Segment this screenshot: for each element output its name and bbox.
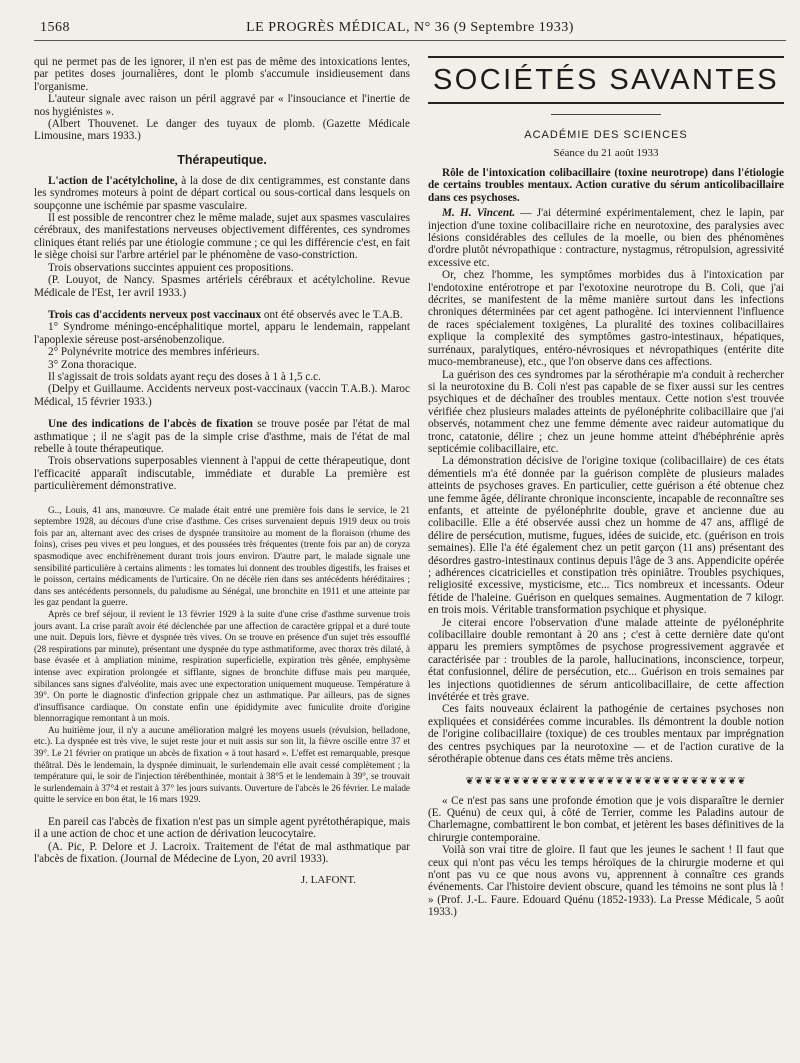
article-text: Trois observations superposables viennent à l'appui de cette thérapeutique, dont l'efficacité apparaît indiscutable, immédiate et durable La première est particulièrement démonstrative. (34, 455, 410, 493)
right-column (428, 56, 784, 919)
session-date: Séance du 21 août 1933 (553, 147, 659, 159)
article-text: Il s'agissait de trois soldats ayant reçu des doses à 1 à 1,5 c.c. (48, 370, 321, 383)
communication-title: Rôle de l'intoxication colibacillaire (toxine neurotrope) dans l'étiologie de certains troubles mentaux. Action curative du sérum anticolibacillaire dans ces psychoses. (428, 167, 784, 204)
case-report-text: Après ce bref séjour, il revient le 13 février 1929 à la suite d'une crise d'asthme survenue trois jours avant. La crise paraît avoir été déclenchée par une affection de caractère grippal et a duré toute une nuit. Depuis lors, fièvre et dyspnée très vives. On se trouve en présence d'un sujet très essoufflé (28 respirations par minute), présentant une dyspnée du type asthmatiforme, avec thorax très dilaté, à base évasée et à ampliation minime, respiration superficielle, expiration très gênée, emphysème intense avec expiration prolongée et sifflante, signes de bronchite diffuse mais peu marquée, sibilances sans signes d'alvéolite, mais avec une expectoration uniquement muqueuse. Température à 39°. On porte le diagnostic d'infection grippale chez un asthmatique. Par ailleurs, pas de signes d'insuffisance cardiaque. On constate enfin une épididymite avec funiculite droite d'origine blennorragique remontant à un mois. (34, 608, 410, 724)
section-title: Thérapeutique. (177, 152, 267, 167)
journal-title: LE PROGRÈS MÉDICAL, N° 36 (9 Septembre 1933) (246, 20, 574, 35)
paragraph-text: à la dose de dix centigrammes, est constante dans les syndromes moteurs à point de départ cortical ou sous-cortical dans lesquels on soupçonne une ischémie par spasme vasculaire. (34, 174, 410, 212)
paragraph-text: ont été observés avec le T.A.B. (263, 308, 403, 321)
article-paragraph (428, 207, 784, 269)
article-paragraph (34, 309, 410, 321)
article-text: Ces faits nouveaux éclairent la pathogénie de certaines psychoses non expliquées et considérées comme incurables. Ils démontrent la double notion de l'origine colibacillaire (toxique) de ces troubles mentaux par imprégnation des centres psychiques par la neurotoxine — et de l'action curative de la sérothérapie obtenue dans ces états même très anciens. (428, 703, 784, 766)
article-text: 3° Zona thoracique. (48, 358, 137, 371)
page-number: 1568 (40, 20, 70, 35)
article-text: 1° Syndrome méningo-encéphalitique mortel, apparu le lendemain, rappelant l'apoplexie séreuse post-arsénobenzolique. (34, 321, 410, 346)
reference: (P. Louyot, de Nancy. Spasmes artériels cérébraux et acétylcholine. Revue Médicale de l'Est, 1er avril 1933.) (34, 274, 410, 299)
case-report-text: Au huitième jour, il n'y a aucune amélioration malgré les moyens usuels (révulsion, belladone, etc.). La dyspnée est très vive, le sujet reste jour et nuit assis sur son lit, la fièvre oscille entre 37 et 39°. Le 21 février on pratique un abcès de fixation « à tout hasard ». L'effet est remarquable, presque théâtral. Dès le lendemain, la dyspnée diminuait, le surlendemain elle avait cessé complètement ; la température qui, le soir de l'injection térébenthinée, montait à 38°5 et le lendemain à 39°, se trouvait le surlendemain à 37°4 et restait à 37° les jours suivants. Ouverture de l'abcès le 26 février. Le malade quitte le service en bon état, le 16 mars 1929. (34, 724, 410, 805)
article-text: La guérison des ces syndromes par la sérothérapie m'a conduit à rechercher si la neurotoxine du B. Coli n'est pas capable de se fixer aussi sur les centres psychiques et de déchaîner des troubles mentaux. Cette notion s'est trouvée vérifiée chez plusieurs malades atteints de pyélonéphrite colibacillaire que j'ai observés, notamment chez une femme démente avec raideur automatique du tronc, catatonie, délire ; chez un jeune homme atteint d'hébéphrénie après septicémie colibacillaire, etc. (428, 368, 784, 455)
article-text: Trois observations succintes appuient ces propositions. (48, 261, 294, 274)
article-text: 2° Polynévrite motrice des membres inférieurs. (48, 346, 260, 359)
article-text: En pareil cas l'abcès de fixation n'est pas un simple agent pyrétothérapique, mais il a une action de choc et une action de dérivation leucocytaire. (34, 816, 410, 841)
quotation-text: « Ce n'est pas sans une profonde émotion que je vois disparaître le dernier (E. Quénu) de ceux qui, à côté de Terrier, comme les Paladins autour de Charlemagne, combattirent le bon combat, et jetèrent les bases définitives de la chirurgie contemporaine. (428, 794, 784, 844)
article-paragraph (34, 175, 410, 212)
article-text: La démonstration décisive de l'origine toxique (colibacillaire) de ces états démentiels m'a été donnée par la guérison complète de plusieurs malades atteints de psychoses graves. En particulier, cette guérison a été obtenue chez une femme âgée, délirante chronique inconsciente, incapable de reconnaître ses enfants, et atteinte de pyélonéphrite double, grave et ancienne due au colibacille. Elle a été observée aussi chez un homme de 47 ans, affligé de délire de persécution, mutisme, fugues, idées de suicide, etc. (guérison en trois semaines). Elle l'a été également chez un petit garçon (11 ans) présentant des désordres gastro-intestinaux continus depuis l'âge de 3 ans. Appendicite opérée ; adhérences cicatricielles et constipation très opiniâtre. Troubles psychiques, religiosité excessive, mysticisme, etc... Tics nombreux et incessants. Odeur fétide de l'haleine. Guérison en quelques semaines. Augmentation de 7 kilogr. en trois mois. Véritable transformation psychique et physique. (428, 455, 784, 617)
reference: (Delpy et Guillaume. Accidents nerveux post-vaccinaux (vaccin T.A.B.). Maroc Médical, 15 février 1933.) (34, 383, 410, 408)
lead-phrase: Une des indications de l'abcès de fixation (48, 418, 253, 431)
article-text: L'auteur signale avec raison un péril aggravé par « l'insouciance et l'inertie de nos hygiénistes ». (34, 93, 410, 118)
paragraph-text: — J'ai déterminé expérimentalement, chez le lapin, par injection d'une toxine colibacillaire riche en neurotoxine, des paralysies avec lésions considérables des cellules de la moelle, ou bien des phénomènes d'ordre plutôt névropathique : contracture, nystagmus, rétropulsion, agressivité excessive etc. (428, 207, 784, 269)
lead-phrase: L'action de l'acétylcholine, (48, 174, 178, 187)
page-header (34, 18, 786, 41)
article-text: qui ne permet pas de les ignorer, il n'en est pas de même des intoxications lentes, par petites doses journalières, dont le plomb s'accumule insidieusement dans l'organisme. (34, 56, 410, 93)
left-column (34, 56, 410, 886)
case-report-text: G.., Louis, 41 ans, manœuvre. Ce malade était entré une première fois dans le service, le 21 septembre 1928, au décours d'une crise d'asthme. Ces crises survenaient depuis 1919 deux ou trois fois par an, alternant avec des crises de dyspnée transitoire au moment de la floraison (rhume des foins), crises peu vives et peu longues, et des poussées très fréquentes (trente fois par an) de coryza spasmodique avec enchifrènement durant trois jours environ. D'autre part, le malade signale une sensibilité particulière à certains aliments : les tomates lui donnent des troubles digestifs, les fraises et le poisson, certains médicaments de l'urticaire. On ne décèle rien dans ses antécédents héréditaires ; dans ses antécédents personnels, du paludisme au Sénégal, une bronchite en 1911 et une atteinte par les gaz pendant la guerre. (34, 504, 410, 608)
reference: (Albert Thouvenet. Le danger des tuyaux de plomb. (Gazette Médicale Limousine, mars 1933.) (34, 118, 410, 143)
academy-heading: ACADÉMIE DES SCIENCES (524, 129, 688, 141)
section-banner: SOCIÉTÉS SAVANTES (428, 56, 784, 104)
author-signature: J. LAFONT. (300, 873, 356, 886)
divider (551, 114, 661, 115)
quotation-text: Voilà son vrai titre de gloire. Il faut que les jeunes le sachent ! Il faut que ceux qui n'ont pas vécu les temps héroïques de la chirurgie moderne et qui n'ont pas vu ce que nous avons vu, apprennent à connaître ces grands événements. Car l'histoire devient obscure, quand les témoins ne sont plus là ! » (Prof. J.-L. Faure. Edouard Quénu (1852-1933). La Presse Médicale, 5 août 1933.) (428, 844, 784, 919)
article-text: Or, chez l'homme, les symptômes morbides dus à l'intoxication par l'endotoxine entérotrope et par l'exotoxine neurotrope du B. Coli, que j'ai décrites, se manifestent de la même manière surtout dans les infections chroniques déterminées par cet agent pathogène. Ici interviennent l'influence de races spécialement toxigènes, La pluralité des toxines colibacillaires explique la complexité des symptômes gastro-intestinaux, hépatiques, surrénaux, paralytiques, entéro-névrosiques et névropathiques (entérite dite muco-membraneuse), etc., que l'on observe dans ces affections. (428, 269, 784, 369)
reference: (A. Pic, P. Delore et J. Lacroix. Traitement de l'état de mal asthmatique par l'abcès de fixation. (Journal de Médecine de Lyon, 20 avril 1933). (34, 840, 410, 866)
ornament-divider: ❦❦❦❦❦❦❦❦❦❦❦❦❦❦❦❦❦❦❦❦❦❦❦❦❦❦❦❦❦❦ (465, 775, 747, 787)
article-text: Je citerai encore l'observation d'une malade atteinte de pyélonéphrite colibacillaire double remontant à 20 ans ; c'est à cette dernière date qu'ont apparu les premiers symptômes de psychose progressivement aggravée et caractérisée par : troubles de la parole, hallucinations, inconscience, torpeur, état confusionnel, délire de persécution, etc... Guérison en trois semaines par les injections quotidiennes de sérum anticolibacillaire, de cette affection invétérée et très grave. (428, 616, 784, 704)
lead-phrase: Trois cas d'accidents nerveux post vaccinaux (48, 308, 262, 321)
author-name: M. H. Vincent. (442, 207, 515, 220)
paragraph-text: se trouve posée par l'état de mal asthmatique ; il ne s'agit pas de la simple crise d'asthme, mais de l'état de mal rebelle à toute thérapeutique. (34, 418, 411, 455)
article-text: Il est possible de rencontrer chez le même malade, sujet aux spasmes vasculaires cérébraux, des manifestations nerveuses objectivement différentes, ces syndromes cliniques étant reliés par une étiologie commune ; ce qui les différencie c'est, en fait le siège choisi sur l'arbre artériel par le phénomène de vaso-constriction. (34, 212, 410, 262)
article-paragraph (34, 418, 410, 455)
